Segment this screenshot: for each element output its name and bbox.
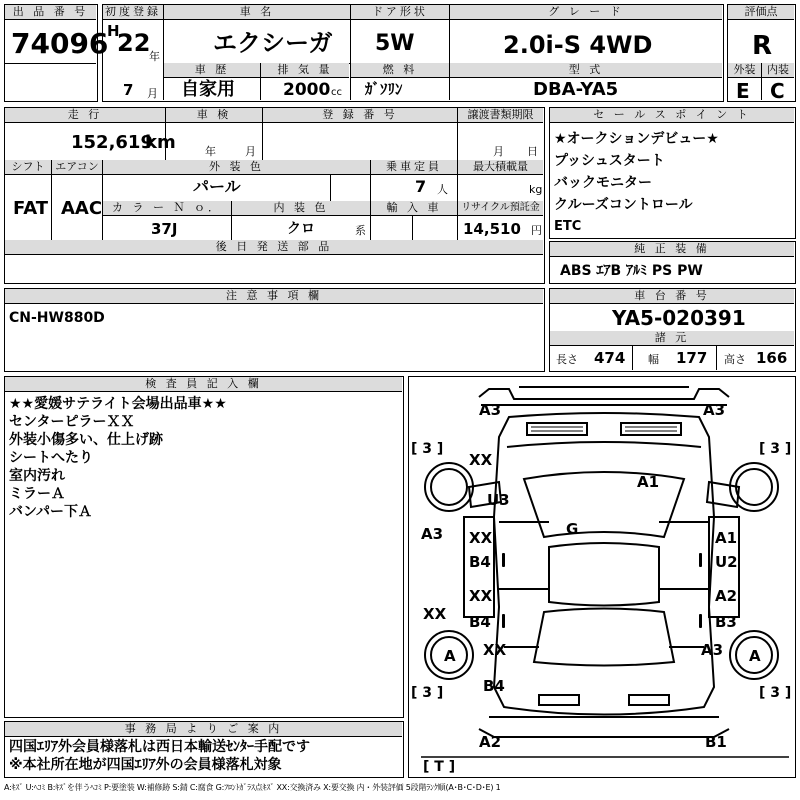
width-label: 幅: [648, 353, 659, 366]
mark-tire-rl: [ 3 ]: [411, 685, 444, 701]
mark-front-left: A3: [479, 401, 502, 419]
era: H: [107, 22, 120, 40]
sales-point-5: ETC: [554, 219, 582, 234]
grade-label: グ レ ー ド: [450, 5, 722, 20]
height-label: 高さ: [724, 353, 746, 366]
color-label: 外 装 色: [103, 160, 370, 175]
notes-box: [4, 288, 545, 372]
model-label: 型 式: [450, 63, 722, 78]
exterior-score: E: [736, 79, 750, 103]
shift-label: シフト: [5, 160, 51, 175]
lot-label: 出 品 番 号: [5, 5, 96, 20]
score-box: [727, 4, 796, 102]
doors: 5W: [375, 31, 415, 56]
capacity-label: 乗車定員: [371, 160, 457, 175]
damage-diagram: [408, 376, 796, 778]
grade: 2.0i-S 4WD: [503, 31, 653, 59]
office-label: 事 務 局 よ り ご 案 内: [5, 722, 402, 737]
year-unit: 年: [149, 50, 160, 63]
interior-color-unit: 系: [355, 224, 366, 237]
recycle-label: リサイクル預託金: [458, 201, 543, 216]
mark-door-fl-1: XX: [469, 529, 493, 547]
mark-door-fr-2: U2: [715, 553, 738, 571]
mark-rear-quarter-left: B4: [483, 677, 505, 695]
car-name-label: 車 名: [164, 5, 350, 20]
history: 自家用: [181, 79, 235, 100]
model: DBA-YA5: [533, 79, 619, 100]
height: 166: [756, 349, 788, 367]
mark-door-fl-2: B4: [469, 553, 491, 571]
mark-wheel-right: A: [749, 647, 761, 665]
length: 474: [594, 349, 626, 367]
transfer-label: 譲渡書類期限: [458, 108, 543, 123]
mark-spare: [ T ]: [423, 759, 456, 775]
inspector-line-4: シートへたり: [9, 450, 93, 466]
inspector-line-6: ミラーＡ: [9, 486, 65, 502]
equipment: ABS ｴｱB ｱﾙﾐ PS PW: [560, 263, 703, 279]
mileage-unit: km: [145, 132, 176, 153]
exterior-color: パール: [193, 177, 241, 196]
insp-month-unit: 月: [245, 145, 256, 158]
mark-fender-left: XX: [469, 451, 493, 469]
history-label: 車 歴: [164, 63, 260, 78]
capacity-unit: 人: [437, 183, 448, 196]
chassis-label: 車 台 番 号: [550, 289, 794, 304]
dims-label: 諸 元: [550, 331, 794, 346]
mark-hood: A1: [637, 473, 660, 491]
max-load-unit: kg: [529, 183, 543, 196]
doors-label: ドア形状: [351, 5, 449, 20]
office-box: [4, 721, 404, 778]
score-label: 評価点: [728, 5, 794, 20]
mark-door-fr-1: A1: [715, 529, 738, 547]
mark-fender-left-2: U3: [487, 491, 510, 509]
notes: CN-HW880D: [9, 310, 105, 326]
mileage: 152,619: [71, 132, 153, 153]
fuel-label: 燃 料: [351, 63, 449, 78]
sales-point-2: プッシュスタート: [554, 153, 665, 169]
month-unit: 月: [147, 87, 158, 100]
inspector-line-2: センターピラーＸＸ: [9, 414, 135, 430]
recycle-fee: 14,510: [463, 220, 521, 238]
equipment-label: 純 正 装 備: [550, 242, 794, 257]
mark-door-rr-2: B3: [715, 613, 737, 631]
office-line-1: 四国ｴﾘｱ外会員様落札は西日本輸送ｾﾝﾀｰ手配です: [9, 739, 310, 755]
max-load-label: 最大積載量: [458, 160, 543, 175]
color-no: 37J: [151, 220, 178, 238]
fuel: ｶﾞｿﾘﾝ: [365, 80, 403, 98]
mark-tire-fr: [ 3 ]: [759, 441, 792, 457]
sales-point-3: バックモニター: [554, 175, 652, 191]
width: 177: [676, 349, 708, 367]
mark-door-rl-2: B4: [469, 613, 491, 631]
details-box: [4, 107, 545, 284]
color-no-label: カ ラ ー Ｎ ｏ．: [103, 201, 231, 216]
sales-point-4: クルーズコントロール: [554, 197, 693, 213]
mark-door-rr-1: A2: [715, 587, 738, 605]
chassis-box: [549, 288, 796, 372]
mark-bumper-right: B1: [705, 733, 727, 751]
reg-month: 7: [123, 81, 134, 99]
first-reg-label: 初度登録: [105, 5, 161, 18]
car-outline-svg: [409, 377, 794, 776]
import-label: 輸 入 車: [371, 201, 457, 216]
mark-roof: G: [566, 520, 579, 538]
notes-label: 注 意 事 項 欄: [5, 289, 543, 304]
mark-tire-rr: [ 3 ]: [759, 685, 792, 701]
transfer-month-unit: 月: [493, 145, 504, 158]
sales-points-label: セ ー ル ス ポ イ ン ト: [550, 108, 794, 123]
car-name: エクシーガ: [213, 29, 333, 57]
mark-front-right: A3: [703, 401, 726, 419]
displacement-unit: cc: [331, 87, 342, 98]
equipment-box: [549, 241, 796, 284]
lot-box: [4, 4, 109, 102]
inspector-label: 検 査 員 記 入 欄: [5, 377, 402, 392]
mark-rear-right: A3: [701, 641, 724, 659]
inspector-line-1: ★★愛媛サテライト会場出品車★★: [9, 396, 227, 412]
later-parts-label: 後 日 発 送 部 品: [5, 240, 543, 255]
vehicle-info-box: [102, 4, 724, 102]
mark-door-rl-1: XX: [469, 587, 493, 605]
inspector-line-7: バンパー下Ａ: [9, 504, 93, 520]
shift: FAT: [13, 198, 49, 219]
inspector-box: [4, 376, 404, 718]
legend: A:ｷｽﾞ U:ﾍｺﾐ B:ｷｽﾞを伴うﾍｺﾐ P:要塗装 W:補修跡 S:錆 C:腐食 G:ﾌﾛﾝﾄｶﾞﾗｽ点ｷｽﾞ XX:交換済み X:要交換 内・外装評価 5段階ﾗﾝｸ順(A･B･C･D･E) 1: [4, 783, 501, 792]
interior-score: C: [770, 79, 785, 103]
mark-bumper-left: A2: [479, 733, 502, 751]
reg-year: 22: [117, 29, 151, 57]
inspector-line-5: 室内汚れ: [9, 468, 65, 484]
mileage-label: 走 行: [5, 108, 165, 123]
insp-year-unit: 年: [205, 145, 216, 158]
exterior-label: 外装: [728, 63, 761, 78]
mark-rear-left: XX: [483, 641, 507, 659]
ac-label: エアコン: [52, 160, 102, 175]
transfer-day-unit: 日: [527, 145, 538, 158]
interior-color-label: 内 装 色: [232, 201, 370, 216]
length-label: 長さ: [556, 353, 578, 366]
reg-no-label: 登 録 番 号: [263, 108, 457, 123]
mark-a-pillar-left: A3: [421, 525, 444, 543]
ac: AAC: [61, 198, 103, 219]
mark-side-left: XX: [423, 605, 447, 623]
interior-color: クロ: [287, 221, 315, 237]
mark-wheel-left: A: [444, 647, 456, 665]
displacement: 2000: [283, 80, 331, 100]
inspector-line-3: 外装小傷多い、仕上げ跡: [9, 432, 163, 448]
lot-number: 74096: [11, 27, 109, 60]
sales-point-1: ★オークションデビュー★: [554, 131, 719, 147]
office-line-2: ※本社所在地が四国ｴﾘｱ外の会員様落札対象: [9, 757, 282, 773]
inspection-label: 車 検: [166, 108, 262, 123]
chassis-number: YA5-020391: [612, 306, 746, 330]
sales-points-box: [549, 107, 796, 239]
recycle-unit: 円: [531, 224, 542, 237]
interior-label: 内装: [762, 63, 794, 78]
displacement-label: 排 気 量: [261, 63, 349, 78]
mark-tire-fl: [ 3 ]: [411, 441, 444, 457]
capacity: 7: [415, 177, 427, 196]
score: R: [752, 31, 773, 61]
